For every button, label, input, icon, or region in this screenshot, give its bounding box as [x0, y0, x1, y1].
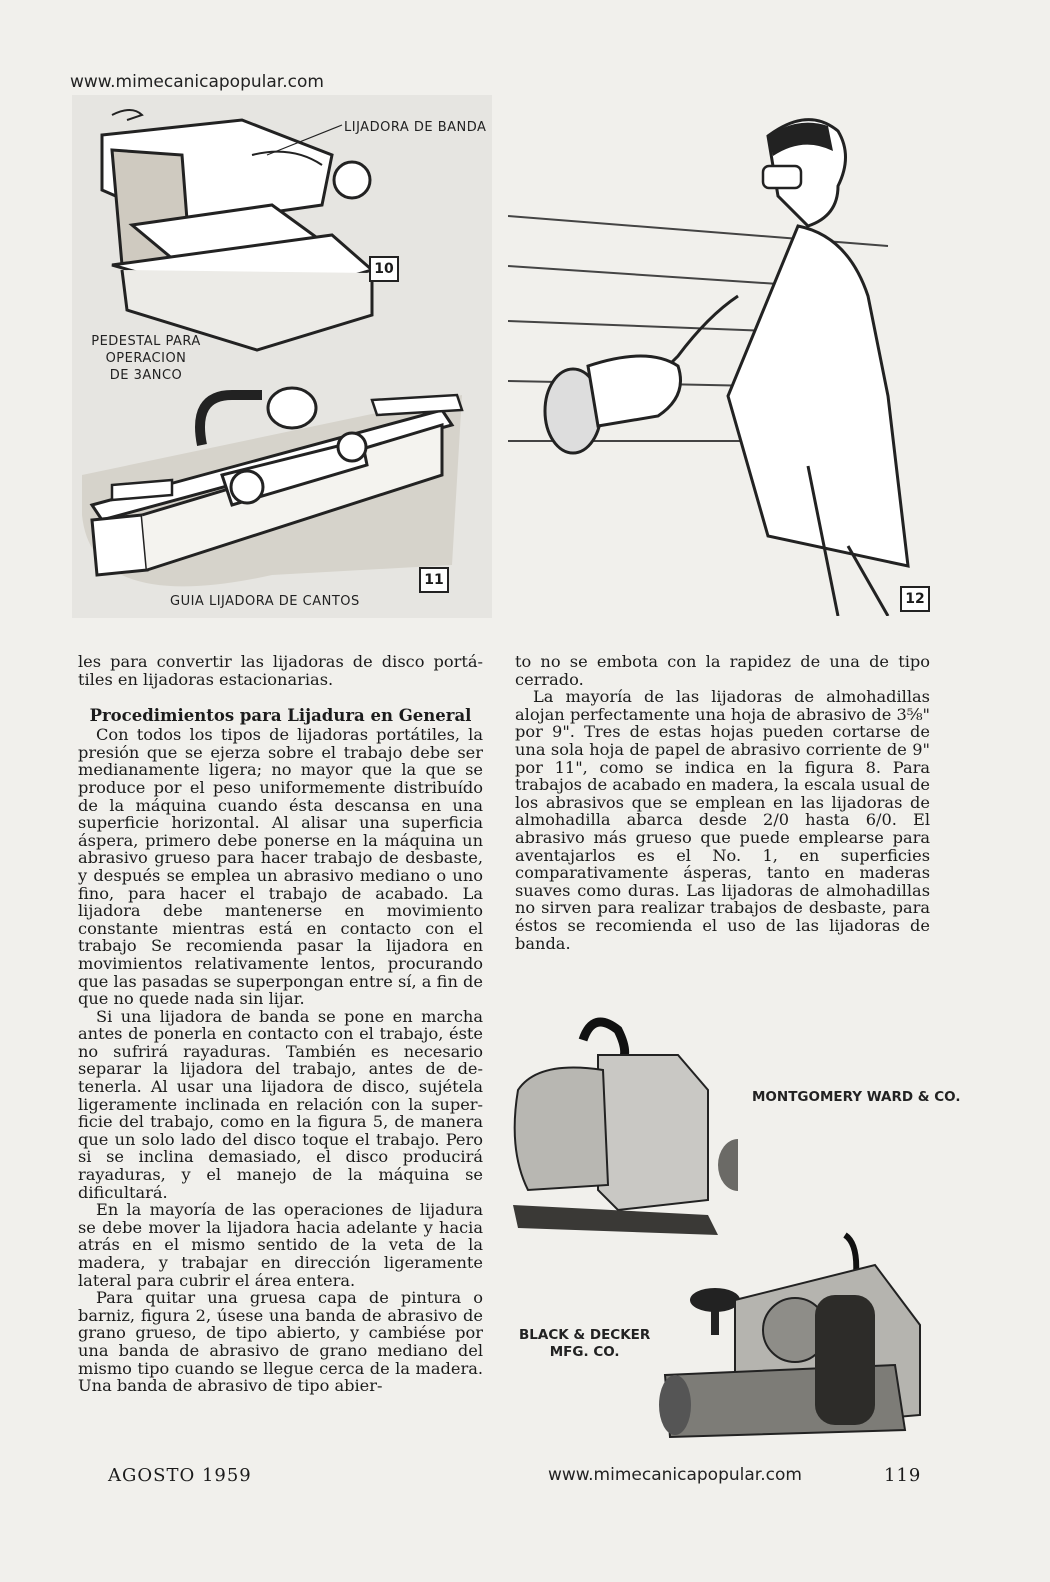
- label-pedestal: PEDESTAL PARA OPERACION DE 3ANCO: [91, 334, 201, 383]
- left-column: [78, 653, 483, 1395]
- section-heading: Procedimientos para Lijadura en General: [89, 706, 472, 726]
- paragraph: les para convertir las lijadoras de disco portátiles en lijadoras estacionarias.: [78, 652, 483, 689]
- paragraph: Con todos los tipos de lijadoras portátiles, la presión que se ejerza sobre el trabajo debe ser medianamente ligera; no mayor que la que se produce por el peso uniformemente distribuído de la máquina cuando ésta descansa en una superficie horizontal. Al alisar una superficia áspera, primero debe ponerse en la máquina un abrasivo grueso para hacer trabajo de desbaste, y después se emplea un abrasivo mediano o uno fino, para hacer el trabajo de acabado. La lijadora debe mantenerse en movimiento constante mientras está en contacto con el trabajo Se recomienda pasar la lijadora en movimientos relativamente lentos, procurando que las pasadas se superpongan entre sí, a fin de que no quede nada sin lijar.: [78, 725, 483, 1009]
- figure-number-11: 11: [419, 567, 449, 593]
- figure-10-11: [72, 95, 492, 618]
- paragraph: Para quitar una gruesa capa de pintura o barniz, figura 2, úsese una banda de abrasivo de grano grueso, de tipo abierto, y cambiése por una banda de abrasivo de grano mediano del mismo tipo cuando se llegue cerca de la madera. Una banda de abrasivo de tipo abier-: [78, 1288, 483, 1396]
- footer-url[interactable]: www.mimecanicapopular.com: [548, 1465, 802, 1485]
- right-column: [515, 653, 930, 952]
- belt-sander-photo: [645, 1225, 935, 1440]
- brand-black-decker: BLACK & DECKER MFG. CO.: [519, 1327, 651, 1360]
- paragraph: Si una lijadora de banda se pone en marcha antes de ponerla en contacto con el trabajo, éste no sufrirá rayaduras. También es necesario separar la lijadora del trabajo, antes de detenerla. Al usar una lijadora de disco, sujétela ligeramente inclinada en relación con la superficie del trabajo, como en la figura 5, de manera que un solo lado del disco toque el trabajo. Pero si se inclina demasiado, el disco producirá rayaduras, y el manejo de la máquina se dificultará.: [78, 1006, 483, 1202]
- brand-montgomery-ward: MONTGOMERY WARD & CO.: [752, 1089, 961, 1105]
- label-lijadora-banda: LIJADORA DE BANDA: [344, 120, 487, 135]
- header-url[interactable]: www.mimecanicapopular.com: [70, 72, 324, 92]
- footer-issue: AGOSTO 1959: [108, 1465, 252, 1486]
- paragraph: La mayoría de las lijadoras de almohadillas alojan perfectamente una hoja de abrasivo de 3⅝" por 9". Tres de estas hojas pueden cortarse de una sola hoja de papel de abrasivo corriente de 9" por 11", como se indica en la figura 8. Para trabajos de acabado en madera, la escala usual de los abrasivos que se emplean en las lijadoras de almohadilla abarca desde 2/0 hasta 6/0. El abrasivo más grueso que puede emplearse para aventajarlos es el No. 1, en superficies comparativamente ásperas, tanto en maderas suaves como duras. Las lijadoras de almohadillas no sirven para realizar trabajos de desbaste, para éstos se recomienda el uso de las lijadoras de banda.: [515, 687, 930, 953]
- man-sanding-illustration: [508, 96, 933, 616]
- page-number: 119: [884, 1465, 922, 1486]
- figure-12: [508, 96, 933, 616]
- label-guia-lijadora: GUIA LIJADORA DE CANTOS: [170, 594, 360, 609]
- figure-number-10: 10: [369, 256, 399, 282]
- pad-sander-photo: [508, 1010, 738, 1255]
- figure-number-12: 12: [900, 586, 930, 612]
- paragraph: En la mayoría de las operaciones de lijadura se debe mover la lijadora hacia adelante y hacia atrás en el mismo sentido de la veta de la madera, y trabajar en dirección ligeramente lateral para cubrir el área entera.: [78, 1200, 483, 1290]
- paragraph: to no se embota con la rapidez de una de tipo cerrado.: [515, 652, 930, 689]
